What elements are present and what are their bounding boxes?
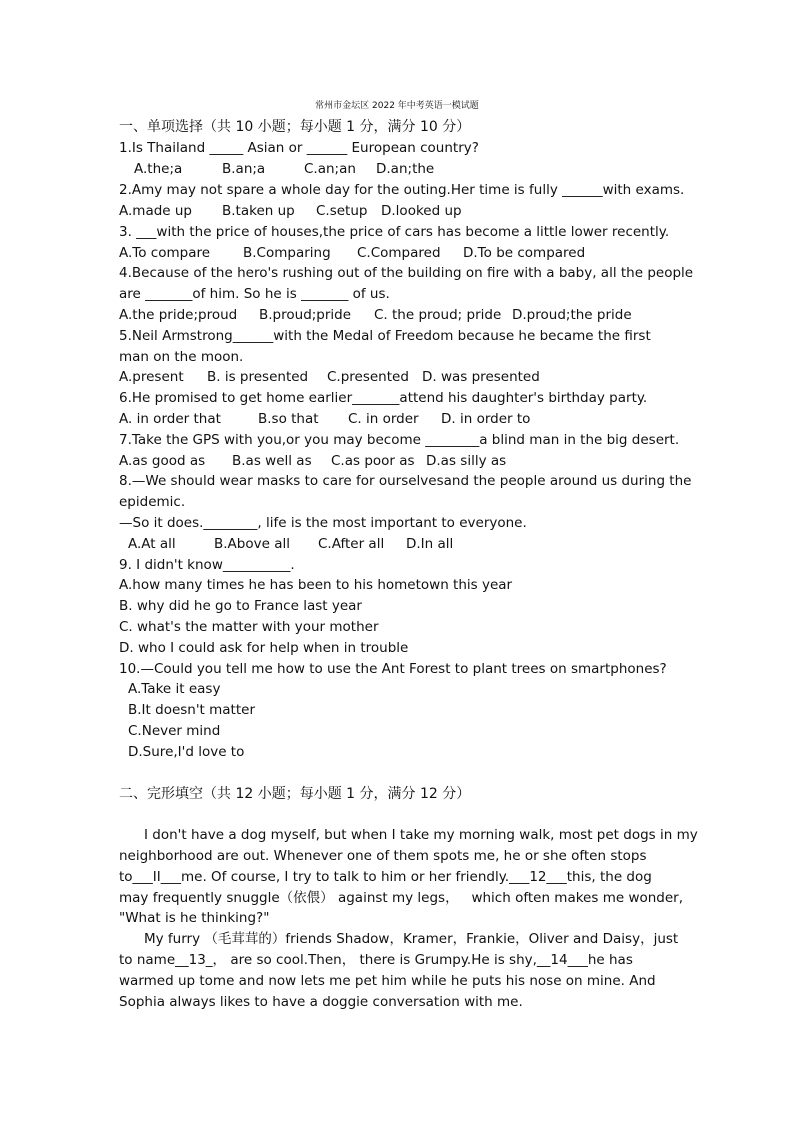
q9-option-c: C. what's the matter with your mother [119,619,379,635]
q7-option-a: A.as good as [119,453,206,469]
q9-option-d: D. who I could ask for help when in trouble [119,640,409,656]
q5-option-c: C.presented [327,369,409,385]
q8-option-a: A.At all [128,536,176,552]
q6-option-d: D. in order to [441,411,531,427]
passage-line: Sophia always likes to have a doggie conversation with me. [119,994,523,1010]
q5-option-d: D. was presented [422,369,540,385]
passage-line: "What is he thinking?" [119,910,270,926]
q10-option-c: C.Never mind [128,723,221,739]
q1-option-c: C.an;an [304,161,356,177]
q5-stem-line-1: 5.Neil Armstrong______with the Medal of Freedom because he became the first [119,328,651,344]
q9-option-a: A.how many times he has been to his hometown this year [119,577,513,593]
q6-stem: 6.He promised to get home earlier_______attend his daughter's birthday party. [119,390,648,406]
q4-option-b: B.proud;pride [259,307,352,323]
passage-line: may frequently snuggle（依偎） against my legs， which often makes me wonder, [119,890,684,906]
passage-line: My furry （毛茸茸的）friends Shadow，Kramer，Frankie，Oliver and Daisy，just [144,931,679,947]
passage-line: I don't have a dog myself, but when I take my morning walk, most pet dogs in my [144,827,698,843]
q6-option-b: B.so that [258,411,319,427]
passage-line: to name__13_， are so cool.Then， there is Grumpy.He is shy,__14___he has [119,952,633,968]
q3-option-a: A.To compare [119,245,211,261]
q1-option-d: D.an;the [376,161,435,177]
q6-option-a: A. in order that [119,411,221,427]
q1-option-b: B.an;a [222,161,266,177]
q4-option-c: C. the proud; pride [374,307,502,323]
q2-option-a: A.made up [119,203,193,219]
q4-stem-line-2: are _______of him. So he is _______ of us. [119,286,390,302]
q5-option-a: A.present [119,369,184,385]
q2-stem: 2.Amy may not spare a whole day for the outing.Her time is fully ______with exams. [119,182,685,198]
q3-option-b: B.Comparing [243,245,331,261]
q10-stem: 10.—Could you tell me how to use the Ant Forest to plant trees on smartphones? [119,661,667,677]
passage-line: warmed up tome and now lets me pet him while he puts his nose on mine. And [119,973,656,989]
q2-option-d: D.looked up [381,203,462,219]
q9-stem: 9. I didn't know__________. [119,557,295,573]
q6-option-c: C. in order [348,411,419,427]
passage-line: to___II___me. Of course, I try to talk to him or her friendly.___12___this, the dog [119,869,652,885]
q8-stem-line-1: 8.—We should wear masks to care for ourselvesand the people around us during the [119,473,692,489]
q4-option-d: D.proud;the pride [512,307,632,323]
exam-title: 常州市金坛区 2022 年中考英语一模试题 [315,101,479,111]
q7-stem: 7.Take the GPS with you,or you may become ________a blind man in the big desert. [119,432,680,448]
q8-stem-line-2: epidemic. [119,494,186,510]
q4-stem-line-1: 4.Because of the hero's rushing out of the building on fire with a baby, all the people [119,265,694,281]
q10-option-b: B.It doesn't matter [128,702,256,718]
q10-option-d: D.Sure,I'd love to [128,744,245,760]
q7-option-d: D.as silly as [426,453,507,469]
q8-option-d: D.In all [406,536,454,552]
q3-option-c: C.Compared [357,245,441,261]
q8-option-c: C.After all [318,536,385,552]
q7-option-c: C.as poor as [331,453,415,469]
q5-option-b: B. is presented [207,369,309,385]
q2-option-b: B.taken up [222,203,295,219]
q9-option-b: B. why did he go to France last year [119,598,362,614]
q7-option-b: B.as well as [232,453,312,469]
q8-stem-line-3: —So it does.________, life is the most important to everyone. [119,515,527,531]
q2-option-c: C.setup [316,203,368,219]
q1-stem: 1.Is Thailand _____ Asian or ______ European country? [119,140,479,156]
section-2-heading: 二、完形填空（共 12 小题；每小题 1 分，满分 12 分） [119,786,471,802]
q4-option-a: A.the pride;proud [119,307,238,323]
section-1-heading: 一、单项选择（共 10 小题；每小题 1 分，满分 10 分） [119,119,471,135]
q3-option-d: D.To be compared [463,245,586,261]
q5-stem-line-2: man on the moon. [119,349,244,365]
q1-option-a: A.the;a [134,161,183,177]
q3-stem: 3. ___with the price of houses,the price of cars has become a little lower recently. [119,224,670,240]
passage-line: neighborhood are out. Whenever one of them spots me, he or she often stops [119,848,647,864]
q10-option-a: A.Take it easy [128,681,221,697]
q8-option-b: B.Above all [214,536,290,552]
